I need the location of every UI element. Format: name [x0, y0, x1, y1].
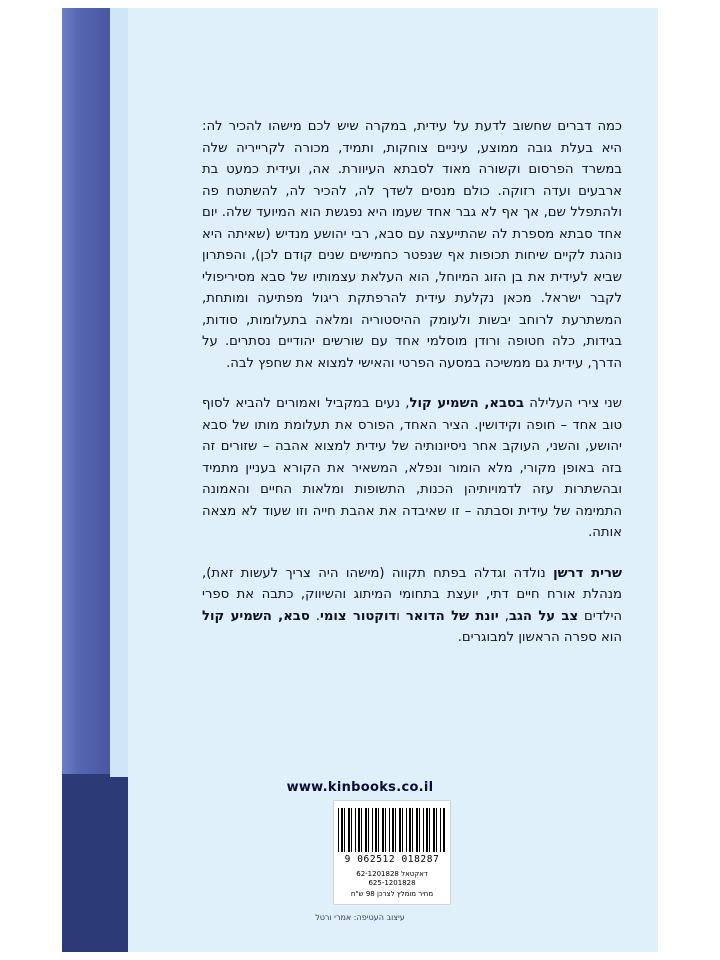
blurb-paragraph-3: שרית דרשן נולדה וגדלה בפתח תקווה (מישהו היה צריך לעשות זאת), מנהלת אורח חיים דתי, יועצת בתחומי המיתוג והשיווק, כתבה את ספרי הילדים צב על הגב, יונת של הדואר ודוקטור צומי. סבא, השמיע קול הוא ספרה הראשון למבוגרים.: [202, 565, 623, 645]
barcode-line-1: דאקטאל 62-1201828: [356, 870, 428, 878]
blurb-paragraph-2: שני צירי העלילה בסבא, השמיע קול, נעים במקביל ואמורים להביא לסוף טוב אחד – חופה וקידושין. הציר האחד, הפורס את תעלומת מותו של סבא יהושע, והשני, העוקב אחר ניסיונותיה של עידית למצוא אהבה – שזורים זה בזה באופן מקורי, מלא הומור ונפלא, המשאיר את הקורא בעניין מתמיד ובהשתרות עזה לדמויותיהן הכנות, התשופות ומלאות החיים והאמונה התמימה של עידית וסבתה – זו שאיבדה את אהבת חייה וזו שעוד לא מצאה אותה.: [202, 396, 622, 540]
book-back-cover: [62, 8, 658, 952]
back-cover-blurb: [202, 116, 622, 649]
barcode-line-2: 625-1201828: [368, 879, 416, 887]
blurb-paragraph-1: כמה דברים שחשוב לדעת על עידית, במקרה שיש לכם מישהו להכיר לה: היא בעלת גובה ממוצע, עיניים צוחקות, ותמיד, מכורה לקרייריה שלה במשרד הפרסום וקשורה מאוד לסבתא העיוורת. אה, ועידית כמעט בת ארבעים ועדה רזוקה. כולם מנסים לשדך לה, להכיר לה, להשתטח פה ולהתפלל שם, אך אף לא גבר אחד שעמו היא נפגשת הוא המיועד שלה. יום אחד סבתא מספרת לה שהתייעצה עם סבא, רבי יהושע מנדיש (שאיתה היא נוהגת לקיים שיחות תכופות אף שנפטר כחמישים שנים קודם לכן), והפתרון שביא לעידית את בן הזוג המיוחל, הוא העלאת עצמותיו של סבא מסיריפולי לקבר ישראל. מכאן נקלעת עידית להרפתקת ריגול מפתיעה ומותחת, המשתרעת לרוחב יבשות ולעומק ההיסטוריה ומלאה בתעלומות, סודות, בגידות, כלה חטופה ורודן מוסלמי אחד עם שורשים יהודיים נסתרים. על הדרך, עידית גם ממשיכה במסעה הפרטי והאישי למצוא את שחפץ לבה.: [202, 119, 622, 371]
barcode-bars-icon: [338, 808, 446, 852]
barcode-number: 9 062512 018287: [344, 854, 440, 865]
spine-foot-block: [62, 777, 128, 952]
barcode-price: מחיר מומלץ לצרכן 98 ש"ח: [350, 890, 434, 898]
publisher-website-url[interactable]: www.kinbooks.co.il: [286, 780, 434, 795]
barcode-block: [333, 800, 451, 905]
cover-design-credit: עיצוב העטיפה: אמרי ורטל: [315, 913, 405, 922]
